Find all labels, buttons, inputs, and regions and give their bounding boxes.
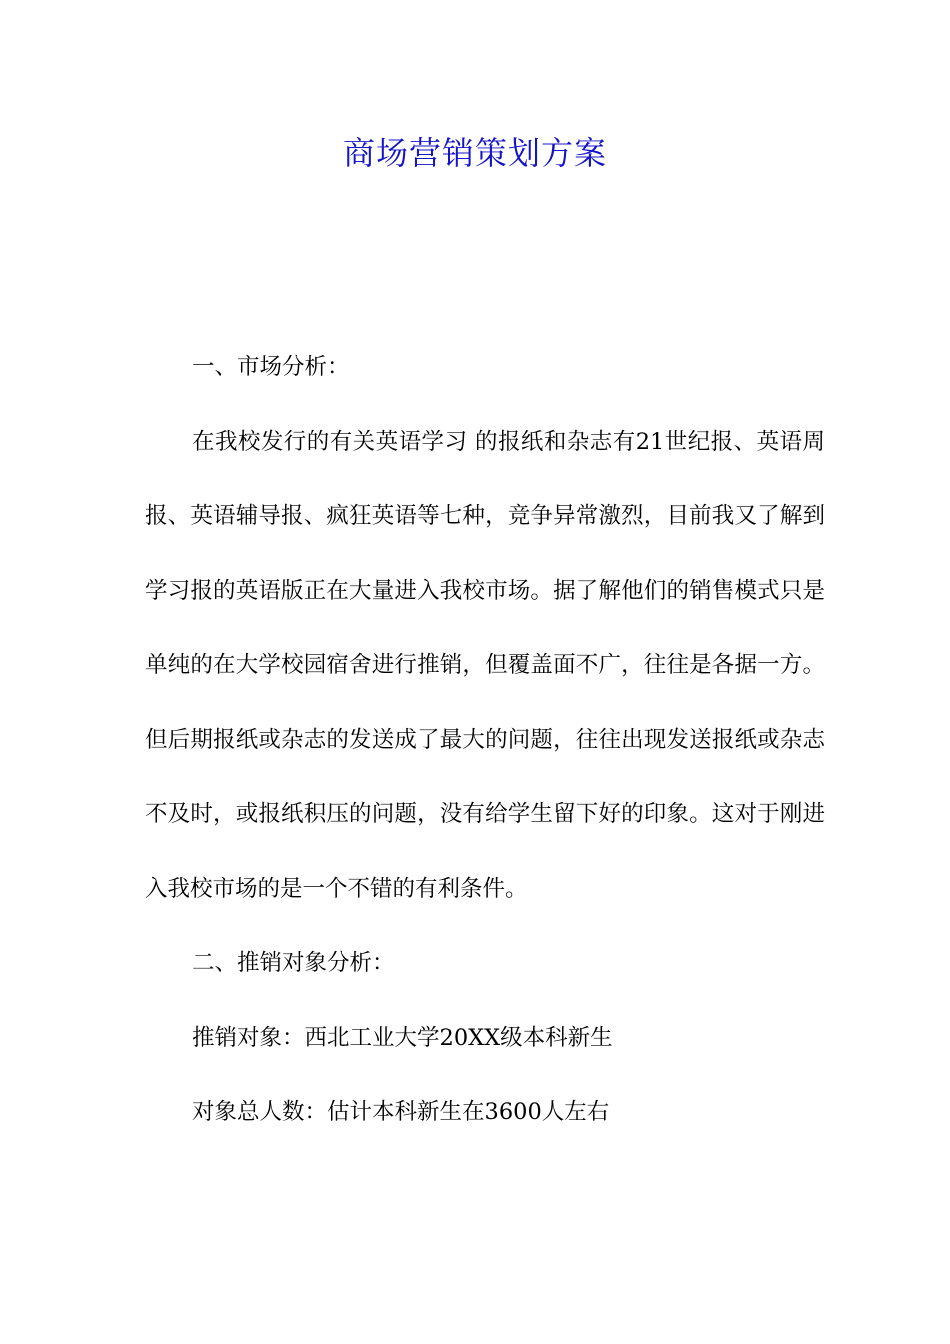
section-heading-target-analysis: 二、推销对象分析： (192, 950, 395, 976)
paragraph-target-count: 对象总人数：估计本科新生在3600人左右 (192, 1099, 610, 1125)
paragraph-target-audience: 推销对象：西北工业大学20XX级本科新生 (192, 1024, 613, 1051)
document-body (145, 330, 825, 1150)
section-heading-market-analysis: 一、市场分析： (192, 354, 350, 380)
paragraph-market-analysis: 在我校发行的有关英语学习 的报纸和杂志有21世纪报、英语周报、英语辅导报、疯狂英语等七种，竞争异常激烈，目前我又了解到学习报的英语版正在大量进入我校市场。据了解他们的销售模式只是单纯的在大学校园宿舍进行推销，但覆盖面不广，往往是各据一方。但后期报纸或杂志的发送成了最大的问题，往往出现发送报纸或杂志不及时，或报纸积压的问题，没有给学生留下好的印象。这对于刚进入我校市场的是一个不错的有利条件。 (145, 428, 825, 902)
document-title: 商场营销策划方案 (342, 134, 607, 172)
